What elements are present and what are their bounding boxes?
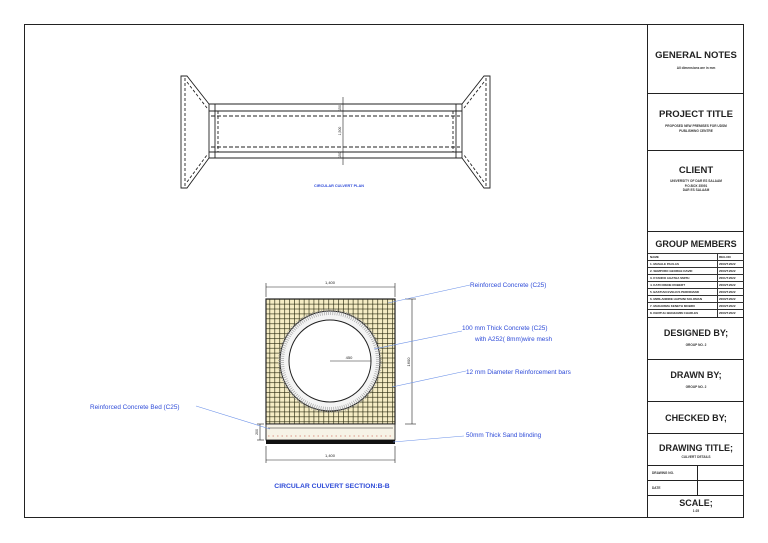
drawing-title-section xyxy=(648,434,744,466)
client-line3: DAR ES SALAAM xyxy=(682,188,710,193)
client-heading: CLIENT xyxy=(678,165,714,176)
member-row: 7. MAKARIMA KENETH MOBRU 2000/T.2022 xyxy=(648,302,744,309)
column-header-name: NAME xyxy=(650,255,659,260)
group-members-heading: GROUP MEMBERS xyxy=(655,239,737,249)
leader-sand-blinding xyxy=(393,436,464,442)
project-title-line1: PROPOSED NEW PREMISES FOR UDSM xyxy=(665,124,727,128)
date-label: DATE xyxy=(652,486,661,490)
member-row: 5. BASTIAN EVELIUS PERDINAND 2000/T.2022 xyxy=(648,288,744,295)
checked-by-heading: CHECKED BY; xyxy=(665,413,727,423)
drawn-by-value: GROUP NO. 2 xyxy=(685,385,707,389)
plan-dim-bottom: 150 xyxy=(338,152,342,158)
section-top-dimension xyxy=(266,283,395,297)
section-title: CIRCULAR CULVERT SECTION:B-B xyxy=(274,483,390,490)
scale-heading: SCALE; xyxy=(679,498,713,508)
plan-right-wingwall xyxy=(462,76,490,188)
leader-reinforced-concrete xyxy=(388,285,470,303)
label-sand-blinding: 50mm Thick Sand blinding xyxy=(466,432,542,439)
leader-concrete-bed xyxy=(196,406,270,429)
dim-bottom-width: 1,400 xyxy=(324,453,336,458)
dim-top-width: 1,400 xyxy=(324,280,336,285)
label-reinforcement-bars: 12 mm Diameter Reinforcement bars xyxy=(466,369,571,376)
project-title-heading: PROJECT TITLE xyxy=(659,109,733,120)
member-row: 3. KYANDO AGATHA SMITH 2001/T.2022 xyxy=(648,274,744,281)
column-header-reg: REG.NO xyxy=(719,255,731,260)
client-line1: UNIVERSITY OF DAR ES SALAAM xyxy=(670,179,722,183)
project-title-section xyxy=(648,94,744,151)
general-notes-text: All dimensions are in mm xyxy=(676,66,716,70)
member-row: 8. KENTULI BENJAMIN CHARLES 2000/T.2022 xyxy=(648,309,744,316)
leader-reinforcement-bars xyxy=(392,371,466,387)
checked-by-section xyxy=(648,402,744,434)
drawn-by-section xyxy=(648,360,744,402)
member-row: 4. KATO IRENE ROBERT 2000/T.2022 xyxy=(648,281,744,288)
label-reinforced-concrete: Reinforced Concrete (C25) xyxy=(470,282,547,289)
plan-left-wingwall xyxy=(181,76,209,188)
date-row xyxy=(648,481,744,496)
designed-by-section xyxy=(648,318,744,360)
member-row: 2. SEMPURO GEORGE DAVID 2000/T.2022 xyxy=(648,267,744,274)
label-thick-concrete-2: with A252( 8mm)wire mesh xyxy=(475,336,553,343)
plan-dim-top: 150 xyxy=(338,105,342,111)
drawing-no-label: DRAWING NO. xyxy=(652,471,674,475)
client-line2: P.O.BOX 35091 xyxy=(684,183,708,188)
project-title-line2: PUBLISHING CENTRE xyxy=(679,128,713,133)
label-thick-concrete-1: 100 mm Thick Concrete (C25) xyxy=(462,325,548,332)
sand-blinding xyxy=(266,440,395,444)
member-row: 6. MWILANINDE HAPSINI SOLOMAN 2000/T.2022 xyxy=(648,295,744,302)
plan-dim-middle: 1,500 xyxy=(338,126,342,136)
drawing-title-value: CULVERT DETAILS xyxy=(681,455,711,459)
member-row: 1. MASALE PAULAS 2000/T.2022 xyxy=(648,260,744,267)
scale-section xyxy=(648,496,744,518)
general-notes-title: GENERAL NOTES xyxy=(655,50,737,61)
title-block xyxy=(647,24,744,518)
group-members-section xyxy=(648,232,744,318)
group-members-header-row xyxy=(648,253,744,260)
scale-value: 1:25 xyxy=(692,509,700,513)
designed-by-value: GROUP NO. 2 xyxy=(685,343,707,347)
dim-bed: 200 xyxy=(255,429,259,435)
dim-radius: 450 xyxy=(345,355,353,360)
drawn-by-heading: DRAWN BY; xyxy=(670,370,722,380)
general-notes-section xyxy=(648,24,744,94)
client-section xyxy=(648,151,744,232)
dim-height: 1600 xyxy=(406,357,411,367)
designed-by-heading: DESIGNED BY; xyxy=(663,328,729,338)
drawing-no-row xyxy=(648,466,744,481)
concrete-bed xyxy=(266,424,395,440)
plan-title: CIRCULAR CULVERT PLAN xyxy=(314,184,364,188)
label-concrete-bed: Reinforced Concrete Bed (C25) xyxy=(90,404,180,411)
culvert-plan-view xyxy=(181,76,490,188)
drawing-title-heading: DRAWING TITLE; xyxy=(659,443,733,453)
